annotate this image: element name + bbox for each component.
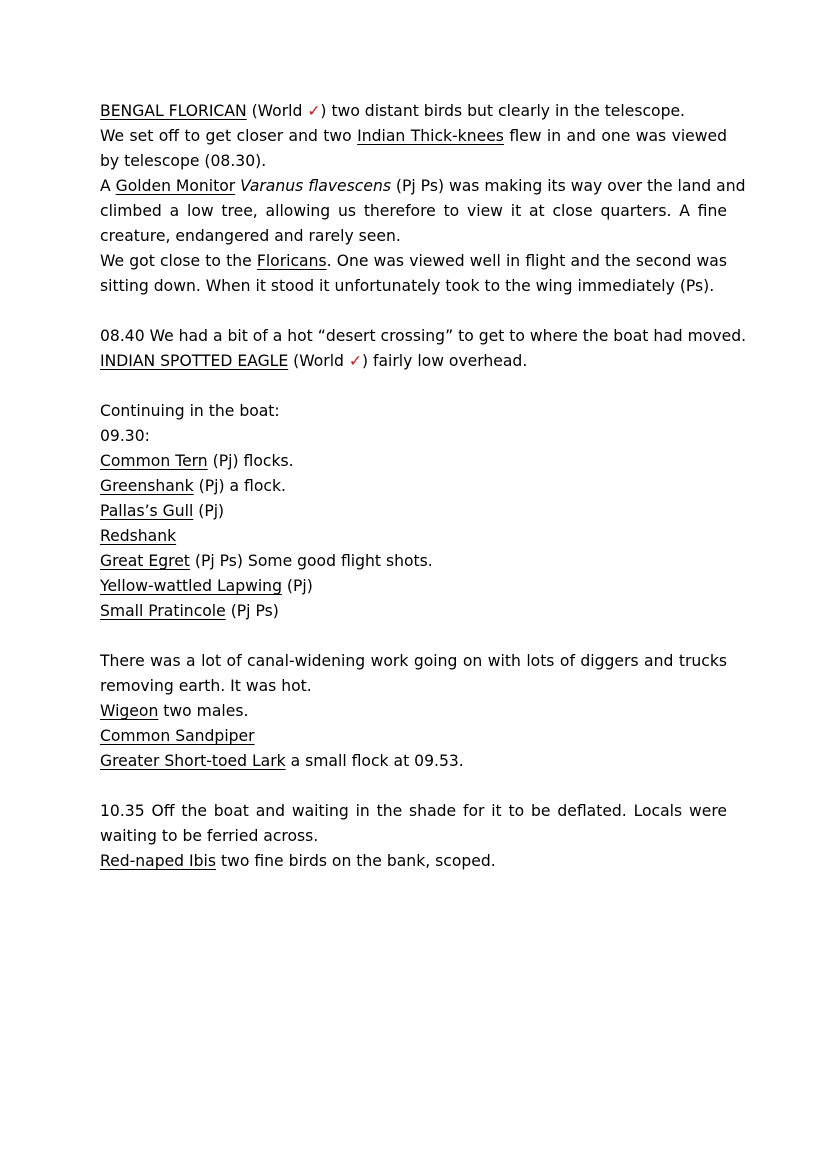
bird-list-item bbox=[100, 499, 727, 524]
bird-name: Pallas’s Gull bbox=[100, 502, 194, 520]
p1-line-3: by telescope (08.30). bbox=[100, 152, 267, 170]
p1-line-6: creature, endangered and rarely seen. bbox=[100, 227, 401, 245]
text: We got close to the bbox=[100, 252, 257, 270]
spacer bbox=[100, 774, 727, 799]
spacer bbox=[100, 624, 727, 649]
bird-name: Greenshank bbox=[100, 477, 194, 495]
bird-note: (Pj) bbox=[281, 577, 313, 595]
bird-list-item bbox=[100, 574, 727, 599]
p3-intro: Continuing in the boat: bbox=[100, 402, 280, 420]
bird-note: (Pj) bbox=[193, 502, 225, 520]
bird-name: Indian Thick-knees bbox=[357, 127, 504, 145]
text: ) fairly low overhead. bbox=[361, 352, 528, 370]
text: ) two distant birds but clearly in the telescope. bbox=[320, 102, 686, 120]
bird-name: Great Egret bbox=[100, 552, 190, 570]
tick-icon: ✓ bbox=[307, 102, 321, 120]
p2-line-1: 08.40 We had a bit of a hot “desert crossing” to get to where the boat had moved. bbox=[100, 327, 747, 345]
p1-line-2 bbox=[100, 124, 727, 149]
p5-line-1: 10.35 Off the boat and waiting in the shade for it to be deflated. Locals were bbox=[100, 802, 727, 820]
text: (World bbox=[288, 352, 349, 370]
bird-list-item bbox=[100, 549, 727, 574]
bird-name: Greater Short-toed Lark bbox=[100, 752, 286, 770]
text: A bbox=[100, 177, 116, 195]
bird-list-item bbox=[100, 449, 727, 474]
bird-name: Floricans bbox=[256, 252, 327, 270]
bird-note: (Pj) a flock. bbox=[193, 477, 286, 495]
bird-list-item bbox=[100, 699, 727, 724]
text: (Pj Ps) was making its way over the land and bbox=[390, 177, 746, 195]
bird-name: Common Sandpiper bbox=[100, 727, 255, 745]
bird-name: Small Pratincole bbox=[100, 602, 226, 620]
tick-icon: ✓ bbox=[348, 352, 362, 370]
bird-note: a small flock at 09.53. bbox=[285, 752, 464, 770]
spacer bbox=[100, 374, 727, 399]
bird-note: two males. bbox=[158, 702, 249, 720]
bird-list-item bbox=[100, 524, 727, 549]
p1-line-8: sitting down. When it stood it unfortunately took to the wing immediately (Ps). bbox=[100, 277, 715, 295]
p1-line-5: climbed a low tree, allowing us therefore to view it at close quarters. A fine bbox=[100, 202, 727, 220]
bird-list-item bbox=[100, 849, 727, 874]
bird-name: Redshank bbox=[100, 527, 177, 545]
bird-list-item bbox=[100, 474, 727, 499]
text: We set off to get closer and two bbox=[100, 127, 358, 145]
p1-line-7 bbox=[100, 249, 727, 274]
bird-name: BENGAL FLORICAN bbox=[100, 102, 247, 120]
p2-line-2 bbox=[100, 349, 727, 374]
p4-line-1: There was a lot of canal-widening work going on with lots of diggers and trucks bbox=[100, 652, 727, 670]
text: (World bbox=[246, 102, 308, 120]
p3-time: 09.30: bbox=[100, 427, 150, 445]
bird-list-item bbox=[100, 599, 727, 624]
spacer bbox=[100, 299, 727, 324]
bird-note: (Pj Ps) Some good flight shots. bbox=[189, 552, 433, 570]
bird-name: Golden Monitor bbox=[115, 177, 236, 195]
document-body bbox=[100, 99, 747, 874]
p1-line-4 bbox=[100, 174, 746, 199]
bird-name: Wigeon bbox=[100, 702, 159, 720]
bird-note: (Pj Ps) bbox=[225, 602, 279, 620]
bird-name: Red-naped Ibis bbox=[100, 852, 216, 870]
bird-note: two fine birds on the bank, scoped. bbox=[216, 852, 496, 870]
bird-list-item bbox=[100, 724, 727, 749]
species-name: Varanus flavescens bbox=[235, 177, 391, 195]
bird-list-item bbox=[100, 749, 727, 774]
text: . One was viewed well in flight and the second was bbox=[326, 252, 727, 270]
bird-name: Common Tern bbox=[100, 452, 208, 470]
bird-name: INDIAN SPOTTED EAGLE bbox=[100, 352, 289, 370]
text: flew in and one was viewed bbox=[503, 127, 727, 145]
p5-line-2: waiting to be ferried across. bbox=[100, 827, 319, 845]
p4-line-2: removing earth. It was hot. bbox=[100, 677, 312, 695]
bird-name: Yellow-wattled Lapwing bbox=[100, 577, 282, 595]
p1-line-1 bbox=[100, 99, 727, 124]
bird-note: (Pj) flocks. bbox=[207, 452, 294, 470]
